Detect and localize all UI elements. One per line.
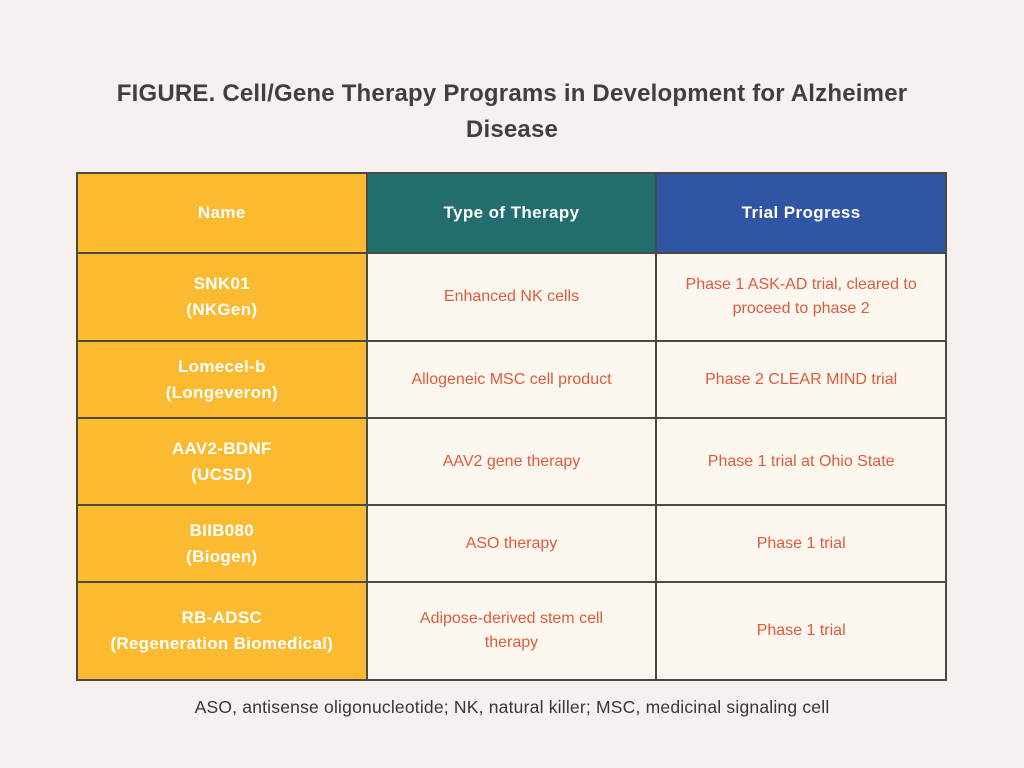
program-org: (UCSD) — [191, 464, 253, 484]
trial-progress-cell: Phase 1 ASK-AD trial, cleared to proceed to phase 2 — [657, 254, 945, 340]
abbreviations-footnote: ASO, antisense oligonucleotide; NK, natural killer; MSC, medicinal signaling cell — [194, 697, 830, 717]
row-name-cell — [78, 342, 366, 417]
therapy-programs-table — [76, 172, 947, 681]
trial-progress-cell: Phase 1 trial — [657, 506, 945, 581]
row-name-cell — [78, 583, 366, 679]
program-name: BIIB080 — [189, 520, 255, 540]
program-org: (Biogen) — [186, 546, 258, 566]
therapy-type-cell: Adipose-derived stem cell therapy — [368, 583, 656, 679]
row-name-cell — [78, 254, 366, 340]
trial-progress-cell: Phase 1 trial at Ohio State — [657, 419, 945, 504]
row-name-cell — [78, 506, 366, 581]
row-name-cell — [78, 419, 366, 504]
trial-progress-cell: Phase 2 CLEAR MIND trial — [657, 342, 945, 417]
therapy-type-cell: Enhanced NK cells — [368, 254, 656, 340]
program-name: Lomecel-b — [177, 356, 266, 376]
therapy-type-cell: ASO therapy — [368, 506, 656, 581]
program-org: (Regeneration Biomedical) — [110, 634, 334, 653]
column-header-type-of-therapy: Type of Therapy — [368, 174, 656, 252]
column-header-trial-progress: Trial Progress — [657, 174, 945, 252]
column-header-name: Name — [78, 174, 366, 252]
program-org: (Longeveron) — [165, 382, 278, 402]
program-name: AAV2-BDNF — [171, 438, 272, 458]
figure-title: FIGURE. Cell/Gene Therapy Programs in Development for Alzheimer Disease — [116, 80, 908, 143]
program-name: RB-ADSC — [181, 608, 263, 627]
program-name: SNK01 — [193, 274, 250, 293]
therapy-type-cell: Allogeneic MSC cell product — [368, 342, 656, 417]
trial-progress-cell: Phase 1 trial — [657, 583, 945, 679]
program-org: (NKGen) — [186, 300, 258, 319]
therapy-type-cell: AAV2 gene therapy — [368, 419, 656, 504]
